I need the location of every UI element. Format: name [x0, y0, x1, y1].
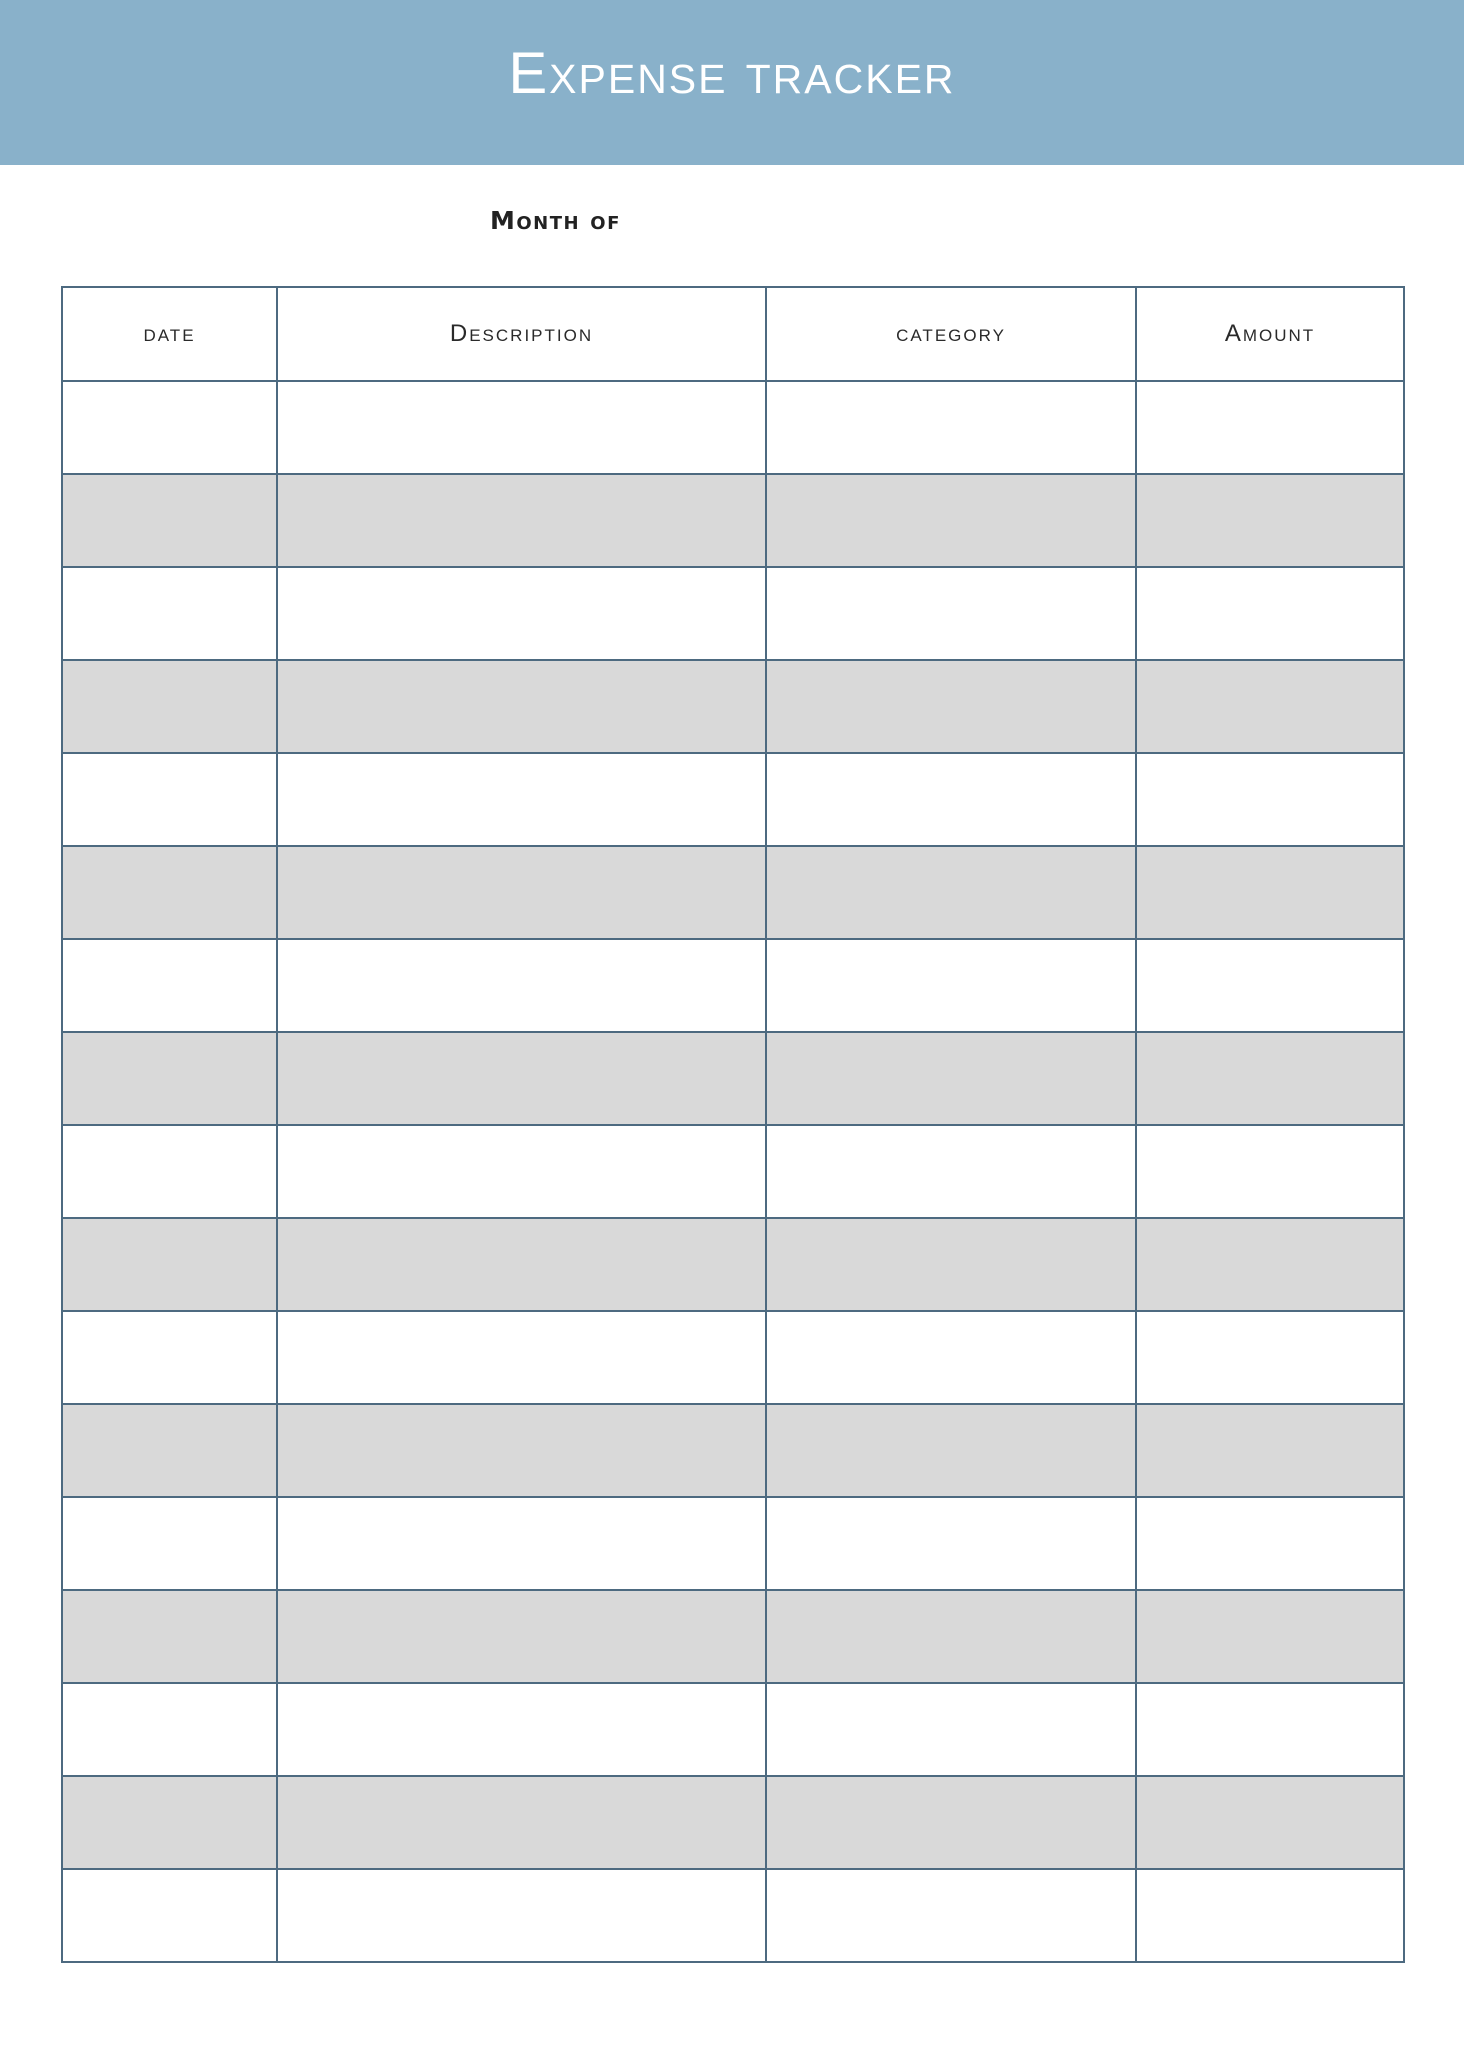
- column-header-category: category: [766, 287, 1136, 381]
- category-cell[interactable]: [766, 474, 1136, 567]
- amount-cell[interactable]: [1136, 567, 1404, 660]
- amount-cell[interactable]: [1136, 1311, 1404, 1404]
- category-cell[interactable]: [766, 1032, 1136, 1125]
- date-cell[interactable]: [62, 1776, 277, 1869]
- date-cell[interactable]: [62, 939, 277, 1032]
- date-cell[interactable]: [62, 1218, 277, 1311]
- column-header-date: date: [62, 287, 277, 381]
- description-cell[interactable]: [277, 474, 766, 567]
- table-row: [62, 567, 1404, 660]
- category-cell[interactable]: [766, 1683, 1136, 1776]
- category-cell[interactable]: [766, 753, 1136, 846]
- description-cell[interactable]: [277, 1404, 766, 1497]
- date-cell[interactable]: [62, 1311, 277, 1404]
- column-header-amount: Amount: [1136, 287, 1404, 381]
- category-cell[interactable]: [766, 381, 1136, 474]
- description-cell[interactable]: [277, 846, 766, 939]
- category-cell[interactable]: [766, 939, 1136, 1032]
- description-cell[interactable]: [277, 1776, 766, 1869]
- table-row: [62, 660, 1404, 753]
- date-cell[interactable]: [62, 1590, 277, 1683]
- table-row: [62, 1869, 1404, 1962]
- date-cell[interactable]: [62, 567, 277, 660]
- table-row: [62, 381, 1404, 474]
- date-cell[interactable]: [62, 381, 277, 474]
- title-banner: [0, 0, 1464, 165]
- description-cell[interactable]: [277, 753, 766, 846]
- category-cell[interactable]: [766, 1311, 1136, 1404]
- table-row: [62, 753, 1404, 846]
- category-cell[interactable]: [766, 567, 1136, 660]
- table-row: [62, 1404, 1404, 1497]
- table-header-row: [62, 287, 1404, 381]
- date-cell[interactable]: [62, 846, 277, 939]
- table-row: [62, 1590, 1404, 1683]
- category-cell[interactable]: [766, 1497, 1136, 1590]
- amount-cell[interactable]: [1136, 1776, 1404, 1869]
- description-cell[interactable]: [277, 939, 766, 1032]
- date-cell[interactable]: [62, 1404, 277, 1497]
- category-cell[interactable]: [766, 1590, 1136, 1683]
- amount-cell[interactable]: [1136, 1683, 1404, 1776]
- table-row: [62, 1683, 1404, 1776]
- date-cell[interactable]: [62, 1125, 277, 1218]
- description-cell[interactable]: [277, 1125, 766, 1218]
- amount-cell[interactable]: [1136, 660, 1404, 753]
- date-cell[interactable]: [62, 1869, 277, 1962]
- amount-cell[interactable]: [1136, 1032, 1404, 1125]
- date-cell[interactable]: [62, 474, 277, 567]
- category-cell[interactable]: [766, 1869, 1136, 1962]
- date-cell[interactable]: [62, 753, 277, 846]
- category-cell[interactable]: [766, 846, 1136, 939]
- table-row: [62, 846, 1404, 939]
- amount-cell[interactable]: [1136, 939, 1404, 1032]
- table-row: [62, 1218, 1404, 1311]
- expense-table: [61, 286, 1405, 1963]
- description-cell[interactable]: [277, 1869, 766, 1962]
- column-header-description: Description: [277, 287, 766, 381]
- description-cell[interactable]: [277, 1311, 766, 1404]
- amount-cell[interactable]: [1136, 1218, 1404, 1311]
- description-cell[interactable]: [277, 567, 766, 660]
- amount-cell[interactable]: [1136, 1869, 1404, 1962]
- amount-cell[interactable]: [1136, 1125, 1404, 1218]
- table-row: [62, 1497, 1404, 1590]
- description-cell[interactable]: [277, 1497, 766, 1590]
- date-cell[interactable]: [62, 1683, 277, 1776]
- description-cell[interactable]: [277, 1683, 766, 1776]
- description-cell[interactable]: [277, 381, 766, 474]
- amount-cell[interactable]: [1136, 753, 1404, 846]
- table-row: [62, 1311, 1404, 1404]
- table-row: [62, 474, 1404, 567]
- amount-cell[interactable]: [1136, 381, 1404, 474]
- description-cell[interactable]: [277, 1218, 766, 1311]
- description-cell[interactable]: [277, 660, 766, 753]
- category-cell[interactable]: [766, 1776, 1136, 1869]
- amount-cell[interactable]: [1136, 474, 1404, 567]
- amount-cell[interactable]: [1136, 1590, 1404, 1683]
- month-label: Month of: [490, 206, 621, 235]
- category-cell[interactable]: [766, 660, 1136, 753]
- date-cell[interactable]: [62, 660, 277, 753]
- amount-cell[interactable]: [1136, 1404, 1404, 1497]
- table-row: [62, 1032, 1404, 1125]
- date-cell[interactable]: [62, 1497, 277, 1590]
- table-row: [62, 1776, 1404, 1869]
- description-cell[interactable]: [277, 1590, 766, 1683]
- amount-cell[interactable]: [1136, 1497, 1404, 1590]
- page-title: Expense tracker: [508, 41, 956, 106]
- date-cell[interactable]: [62, 1032, 277, 1125]
- amount-cell[interactable]: [1136, 846, 1404, 939]
- category-cell[interactable]: [766, 1218, 1136, 1311]
- description-cell[interactable]: [277, 1032, 766, 1125]
- category-cell[interactable]: [766, 1125, 1136, 1218]
- table-row: [62, 1125, 1404, 1218]
- category-cell[interactable]: [766, 1404, 1136, 1497]
- table-row: [62, 939, 1404, 1032]
